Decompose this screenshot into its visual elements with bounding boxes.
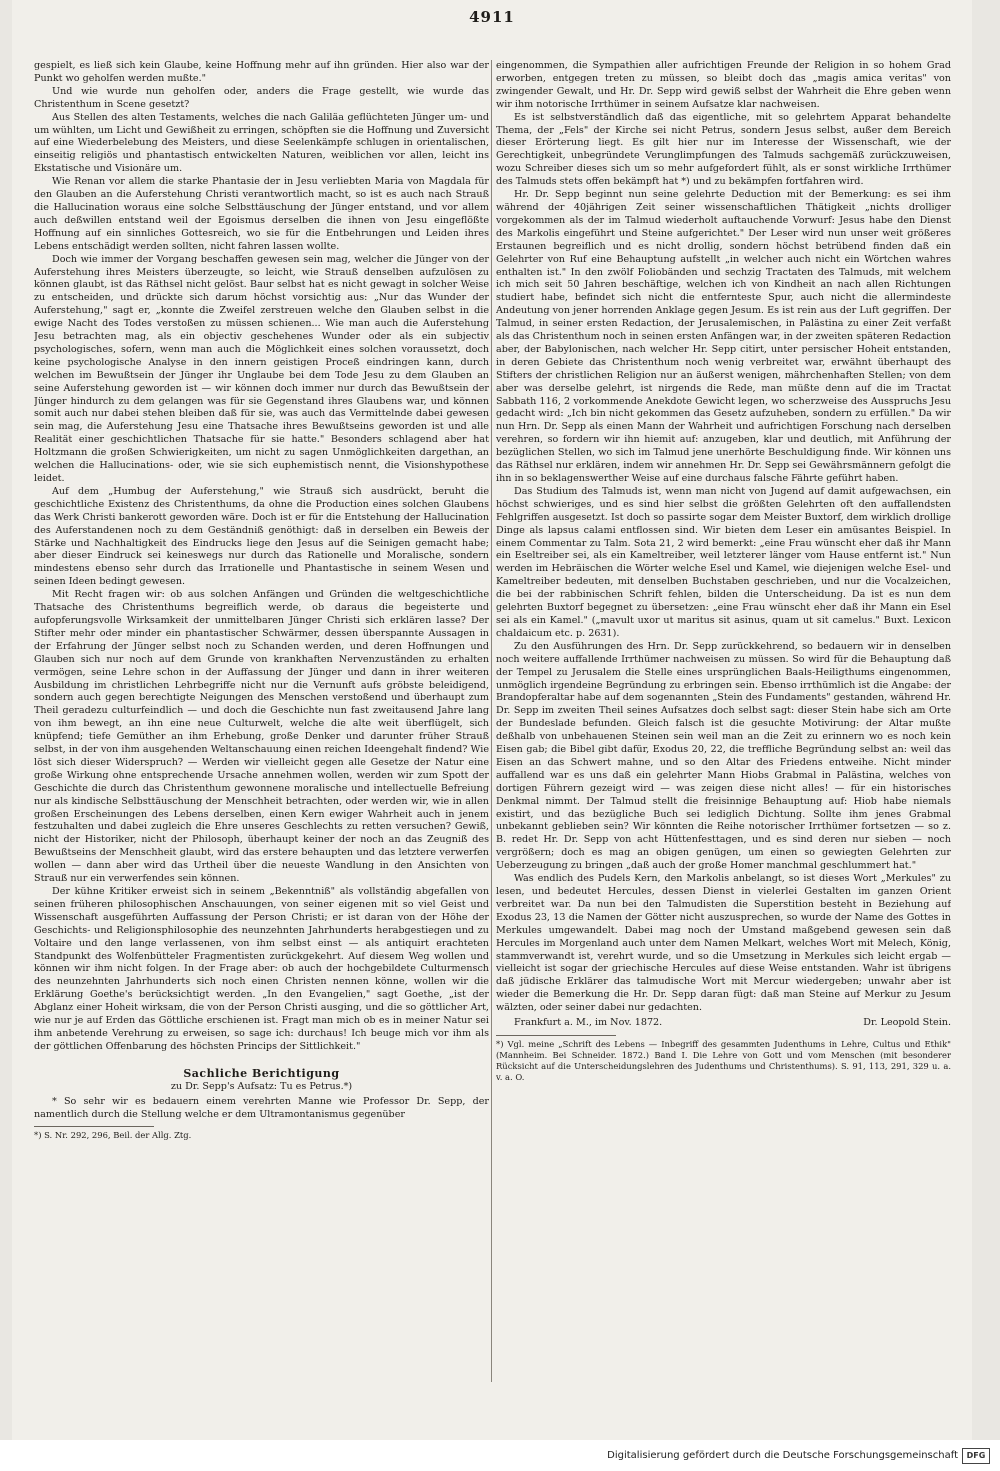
paragraph: Aus Stellen des alten Testaments, welches die nach Galiläa geflüchteten Jünger um- und um wühlten, um Licht und Gewißheit zu erringen, schöpften sie die Hoffnung und Zuversicht auf eine Wiederbelebung des Meisters, und diese Seelenkämpfe schlugen in orientalischen, einseitig religiös und phantastisch entwickelten Naturen, weiblichen vor allen, leicht ins Ekstatische und Visionäre um. xyxy=(34,111,489,175)
paragraph: Und wie wurde nun geholfen oder, anders die Frage gestellt, wie wurde das Christenthum in Scene gesetzt? xyxy=(34,85,489,110)
section-subtitle: zu Dr. Sepp's Aufsatz: Tu es Petrus.*) xyxy=(170,1080,353,1092)
paragraph: Hr. Dr. Sepp beginnt nun seine gelehrte Deduction mit der Bemerkung: es sei ihm während der 40jährigen Zeit seiner wissenschaftlichen Thätigkeit „nichts drolliger vorgekommen als der im Talmud wiederholt auftauchende Vorwurf: Jesus habe den Dienst des Markolis eingeführt und Steine aufgerichtet." Der Leser wird nun unser weit größeres Erstaunen begreiflich und es nicht drollig, sondern höchst betrübend finden daß ein Gelehrter von Ruf eine Behauptung aufstellt „in welcher auch nicht ein Wörtchen wahres enthalten ist." In den zwölf Foliobänden und sechzig Tractaten des Talmuds, mit welchem ich mich seit 50 Jahren beschäftige, welchen ich von Kindheit an nach allen Richtungen studiert habe, befindet sich nicht die entfernteste Spur, auch nicht die allermindeste Andeutung von jener horrenden Anklage gegen Jesum. Es ist rein aus der Luft gegriffen. Der Talmud, in seiner ersten Redaction, der Jerusalemischen, in Palästina zu einer Zeit verfaßt als das Christenthum noch in seinen ersten Anfängen war, in der zweiten späteren Redaction aber, der Babylonischen, nach welcher Hr. Sepp citirt, unter persischer Hoheit entstanden, in deren Gebiete das Christenthum noch wenig verbreitet war, erwähnt überhaupt des Stifters der christlichen Religion nur an äußerst wenigen, mährchenhaften Stellen; von dem aber was derselbe gelehrt, ist nirgends die Rede, man müßte denn auf die im Tractat Sabbath 116, 2 vorkommende Anekdote Gewicht legen, wo scherzweise des Ausspruchs Jesu gedacht wird: „Ich bin nicht gekommen das Gesetz aufzuheben, sondern zu erfüllen." Da wir nun Hrn. Dr. Sepp als einen Mann der Wahrheit und aufrichtigen Forschung nach derselben verehren, so fordern wir ihn hiemit auf: anzugeben, klar und deutlich, mit Anführung der bezüglichen Stellen, wo sich im Talmud jene unerhörte Beschuldigung finde. Wir können uns das Räthsel nur erklären, indem wir annehmen Hr. Dr. Sepp sei Gewährsmännern gefolgt die ihn in so beklagenswerther Weise auf eine durchaus falsche Fährte geführt haben. xyxy=(496,189,951,484)
paragraph: eingenommen, die Sympathien aller aufrichtigen Freunde der Religion in so hohem Grad erworben, entgegen treten zu müssen, so bleibt doch das „magis amica veritas" von zwingender Gewalt, und Hr. Dr. Sepp wird gewiß selbst der Wahrheit die Ehre geben wenn wir ihm notorische Irrthümer in seinem Aufsatze klar nachweisen. xyxy=(496,60,951,110)
dateline xyxy=(496,1017,951,1030)
dateline-author: Dr. Leopold Stein. xyxy=(863,1017,951,1029)
paragraph: Mit Recht fragen wir: ob aus solchen Anfängen und Gründen die weltgeschichtliche Thatsache des Christenthums begreiflich werde, ob daraus die begeisterte und aufopferungsvolle Wirksamkeit der unmittelbaren Jünger Christi sich erklären lasse? Der Stifter mehr oder minder ein phantastischer Schwärmer, dessen überspannte Aussagen in der Erfahrung der Jünger selbst noch zu Schanden werden, und deren Hoffnungen und Glauben sich nur noch auf dem Grunde von krankhaften Nervenzuständen zu erhalten vermögen, seine Lehre schon in der Auffassung der Jünger und dann in ihrer weiteren Ausbildung im christlichen Lehrbegriffe nicht nur die Vernunft aufs gröbste beleidigend, sondern auch gegen berechtigte Neigungen des Menschen verstoßend und überhaupt zum Theil geradezu culturfeindlich — und doch die Geschichte nun fast zweitausend Jahre lang von ihm bewegt, an ihn eine neue Culturwelt, welche die alte weit überflügelt, sich knüpfend; tiefe Gemüther an ihm Erhebung, große Denker und darunter früher Strauß selbst, in der von ihm ausgehenden Weltanschauung einen reichen Ideengehalt findend? Wie löst sich dieser Widerspruch? — Werden wir vielleicht gegen alle Gesetze der Natur eine große Wirkung ohne entsprechende Ursache annehmen wollen, werden wir zum Spott der Geschichte die durch das Christenthum gewonnene moralische und intellectuelle Befreiung nur als kindische Selbsttäuschung der Menschheit betrachten, oder werden wir, wie in allen großen Erscheinungen des Lebens derselben, einen Kern ewiger Wahrheit auch in jenem festzuhalten und dabei zugleich die Ehre unseres Geschlechts zu retten versuchen? Gewiß, nicht der Historiker, nicht der Philosoph, überhaupt keiner der noch an das Zeugniß des Bewußtseins der Menschheit glaubt, wird das erstere behaupten und das letztere verwerfen wollen — dann aber wird das Urtheil über die neueste Wandlung in den Ansichten von Strauß nur ein verwerfendes sein können. xyxy=(34,589,489,885)
footer-bar xyxy=(0,1440,1000,1471)
page-number: 4911 xyxy=(469,8,515,26)
footnote-divider xyxy=(496,1035,616,1036)
footnote-divider xyxy=(34,1126,154,1127)
paragraph: Es ist selbstverständlich daß das eigentliche, mit so gelehrtem Apparat behandelte Thema, der „Fels" der Kirche sei nicht Petrus, sondern Jesus selbst, außer dem Bereich dieser Erörterung liegt. Es gilt hier nur im Interesse der Wissenschaft, wie der Gerechtigkeit, unbegründete Verunglimpfungen des Talmuds sachgemäß zurückzuweisen, wozu Schreiber dieses sich um so mehr aufgefordert fühlt, als er sonst wirkliche Irrthümer des Talmuds stets offen bekämpft hat *) und zu bekämpfen fortfahren wird. xyxy=(496,111,951,188)
paragraph: * So sehr wir es bedauern einem verehrten Manne wie Professor Dr. Sepp, der namentlich durch die Stellung welche er dem Ultramontanismus gegenüber xyxy=(34,1095,489,1120)
dateline-place: Frankfurt a. M., im Nov. 1872. xyxy=(514,1017,663,1029)
dfg-logo-icon: DFG xyxy=(962,1448,990,1464)
paragraph: Was endlich des Pudels Kern, den Markolis anbelangt, so ist dieses Wort „Merkules" zu lesen, und bedeutet Hercules, dessen Dienst in vielerlei Gestalten im ganzen Orient verbreitet war. Da nun bei den Talmudisten die Superstition besteht in Beziehung auf Exodus 23, 13 die Namen der Götter nicht auszusprechen, so wurde der Name des Gottes in Merkules umgewandelt. Dabei mag noch der Umstand maßgebend gewesen sein daß Hercules im Morgenland auch unter dem Namen Melkart, welches Wort mit Melech, König, stammverwandt ist, verehrt wurde, und so die Umsetzung in Merkules sich leicht ergab — vielleicht ist sogar der griechische Hercules auf diese Weise entstanden. Wahr ist übrigens daß jüdische Erklärer das talmudische Wort mit Mercur wiedergeben; unwahr aber ist wieder die Bemerkung die Hr. Dr. Sepp daran fügt: daß man Steine auf Merkur zu Jesum wälzten, oder seiner dabei nur gedachten. xyxy=(496,873,951,1014)
column-divider xyxy=(491,60,492,1382)
footnote: *) Vgl. meine „Schrift des Lebens — Inbegriff des gesammten Judenthums in Lehre, Cultus und Ethik" (Mannheim. Bei Schneider. 1872.) Band I. Die Lehre von Gott und vom Menschen (mit besonderer Rücksicht auf die Unterscheidungslehren des Judenthums und Christenthums). S. 91, 113, 291, 329 u. a. v. a. O. xyxy=(496,1038,951,1082)
paragraph: gespielt, es ließ sich kein Glaube, keine Hoffnung mehr auf ihn gründen. Hier also war der Punkt wo geholfen werden mußte." xyxy=(34,60,489,84)
paragraph: Wie Renan vor allem die starke Phantasie der in Jesu verliebten Maria von Magdala für den Glauben an die Auferstehung Christi verantwortlich macht, so ist es auch nach Strauß die Hallucination woraus eine solche Selbsttäuschung der Jünger entstand, und vor allem auch deßwillen entstand weil der Egoismus derselben die ihnen von Jesu eingeflößte Hoffnung auf ein sinnliches Gottesreich, wo sie für die Entbehrungen und Leiden ihres Lebens entschädigt werden sollten, nicht fahren lassen wollte. xyxy=(34,176,489,252)
paragraph: Das Studium des Talmuds ist, wenn man nicht von Jugend auf damit aufgewachsen, ein höchst schwieriges, und es sind hier selbst die größten Gelehrten oft den auffallendsten Fehlgriffen ausgesetzt. Ist doch so passirte sogar dem Meister Buxtorf, dem wirklich drollige Dinge als lapsus calami entflossen sind. Wir bieten dem Leser ein amüsantes Beispiel. In einem Commentar zu Talm. Sota 21, 2 wird bemerkt: „eine Frau wünscht eher daß ihr Mann ein Eseltreiber sei, als ein Kameltreiber, weil letzterer länger vom Hause entfernt ist." Nun werden im Hebräischen die Wörter welche Esel und Kamel, wie diejenigen welche Esel- und Kameltreiber bedeuten, mit denselben Buchstaben geschrieben, und nur die Vocalzeichen, die bei der rabbinischen Schrift fehlen, bilden die Unterscheidung. Da ist es nun dem gelehrten Buxtorf begegnet zu übersetzen: „eine Frau wünscht eher daß ihr Mann ein Esel sei als ein Kamel." („mavult uxor ut maritus sit asinus, quam ut sit camelus." Buxt. Lexicon chaldaicum etc. p. 2631). xyxy=(496,485,951,639)
footnote: *) S. Nr. 292, 296, Beil. der Allg. Ztg. xyxy=(34,1130,192,1141)
newspaper-page xyxy=(12,0,972,1440)
section-title: Sachliche Berichtigung xyxy=(183,1066,340,1080)
paragraph: Der kühne Kritiker erweist sich in seinem „Bekenntniß" als vollständig abgefallen von seinen früheren philosophischen Anschauungen, von seiner eigenen mit so viel Geist und Wissenschaft ausgeführten Auffassung der Person Christi; er ist daran von der Höhe der Geschichts- und Religionsphilosophie des neunzehnten Jahrhunderts herabgestiegen und zu Voltaire und den lange verlassenen, von ihm selbst einst — als antiquirt erachteten Standpunkt des Wolfenbütteler Fragmentisten zurückgekehrt. Auf diesem Weg wollen und können wir ihm nicht folgen. In der Frage aber: ob auch der hochgebildete Culturmensch des neunzehnten Jahrhunderts sich noch einen Christen nennen könne, wollen wir die Erklärung Goethe's berücksichtigt werden. „In den Evangelien," sagt Goethe, „ist der Abglanz einer Hoheit wirksam, die von der Person Christi ausging, und die so göttlicher Art, wie nur je auf Erden das Göttliche erschienen ist. Fragt man mich ob es in meiner Natur sei ihm anbetende Verehrung zu erweisen, so sage ich: durchaus! Ich beuge mich vor ihm als der göttlichen Offenbarung des höchsten Princips der Sittlichkeit." xyxy=(34,886,489,1052)
paragraph: Zu den Ausführungen des Hrn. Dr. Sepp zurückkehrend, so bedauern wir in denselben noch weitere auffallende Irrthümer nachweisen zu müssen. So wird für die Behauptung daß der Tempel zu Jerusalem die Stelle eines ursprünglichen Baals-Heiligthums eingenommen, unmöglich irgendeine Begründung zu erbringen sein. Ebenso irrthümlich ist die Angabe: der Brandopferaltar habe auf dem sogenannten „Stein des Fundaments" gestanden, während Hr. Dr. Sepp im zweiten Theil seines Aufsatzes doch selbst sagt: dieser Stein habe sich am Orte der Bundeslade befunden. Gleich falsch ist die gesuchte Motivirung: der Altar mußte deßhalb von unbehauenen Steinen sein weil man an die Zeit zu erinnern wo es noch kein Eisen gab; die Bibel gibt dafür, Exodus 20, 22, die treffliche Begründung selbst an: weil das Eisen an das Schwert mahne, und so den Altar des Friedens entweihe. Nicht minder auffallend war es uns daß ein gelehrter Mann Hiobs Grabmal in Palästina, welches von dortigen Führern gezeigt wird — was zeigen diese nicht alles! — für ein historisches Denkmal nimmt. Der Talmud stellt die freisinnige Behauptung auf: Hiob habe niemals existirt, und das bezügliche Buch sei lediglich Dichtung. Sollte ihm jenes Grabmal unbekannt geblieben sein? Wir könnten die Reihe notorischer Irrthümer fortsetzen — so z. B. redet Hr. Dr. Sepp von acht Hüttenfesttagen, und es sind deren nur sieben — noch vergrößern; doch es mag an obigen genügen, um einen so gewiegten Gelehrten zur Ueberzeugung zu bringen „daß auch der große Homer manchmal geschlummert hat." xyxy=(496,640,951,872)
right-column xyxy=(496,60,951,1400)
paragraph: Auf dem „Humbug der Auferstehung," wie Strauß sich ausdrückt, beruht die geschichtliche Existenz des Christenthums, da ohne die Production eines solchen Glaubens das Werk Christi bankerott geworden wäre. Doch ist er für die Entstehung der Hallucination des Auferstandenen noch zu dem Geständniß genöthigt: daß in derselben ein Beweis der Stärke und Nachhaltigkeit des Eindrucks liege den Jesus auf die Seinigen gemacht habe; aber dieser Eindruck sei keineswegs nur durch das Rationelle und Moralische, sondern mindestens ebenso sehr durch das Irrationelle und Phantastische in seinem Wesen und seinen Ideen bedingt gewesen. xyxy=(34,485,489,588)
paragraph: Doch wie immer der Vorgang beschaffen gewesen sein mag, welcher die Jünger von der Auferstehung ihres Meisters überzeugte, so leicht, wie Strauß denselben aufzulösen zu können glaubt, ist das Räthsel nicht gelöst. Baur selbst hat es nicht gewagt in solcher Weise zu entscheiden, und drückte sich darum höchst vorsichtig aus: „Nur das Wunder der Auferstehung," sagt er, „konnte die Zweifel zerstreuen welche den Glauben selbst in die ewige Nacht des Todes verstoßen zu müssen schienen... Wie man auch die Auferstehung Jesu betrachten mag, als ein objectiv geschehenes Wunder oder als ein subjectiv psychologisches, sofern, wenn man auch die Möglichkeit eines solchen voraussetzt, doch keine psychologische Analyse in den innern geistigen Proceß eindringen kann, durch welchen im Bewußtsein der Jünger ihr Unglaube bei dem Tode Jesu zu dem Glauben an seine Auferstehung geworden ist — wir können doch immer nur durch das Bewußtsein der Jünger hindurch zu dem gelangen was für sie Gegenstand ihres Glaubens war, und können somit auch nur dabei stehen bleiben daß für sie, was auch das Vermittelnde dabei gewesen sein mag, die Auferstehung Jesu eine Thatsache ihres Bewußtseins geworden ist und alle Realität einer geschichtlichen Thatsache für sie hatte." Besonders schlagend aber hat Holtzmann die großen Schwierigkeiten, um nicht zu sagen Unmöglichkeiten dargethan, an welchen die Hallucinations- oder, wie sie sich euphemistisch nennt, die Visionshypothese leidet. xyxy=(34,253,489,484)
footer-credit: Digitalisierung gefördert durch die Deutsche Forschungsgemeinschaft xyxy=(607,1450,958,1461)
left-column xyxy=(34,60,489,1400)
